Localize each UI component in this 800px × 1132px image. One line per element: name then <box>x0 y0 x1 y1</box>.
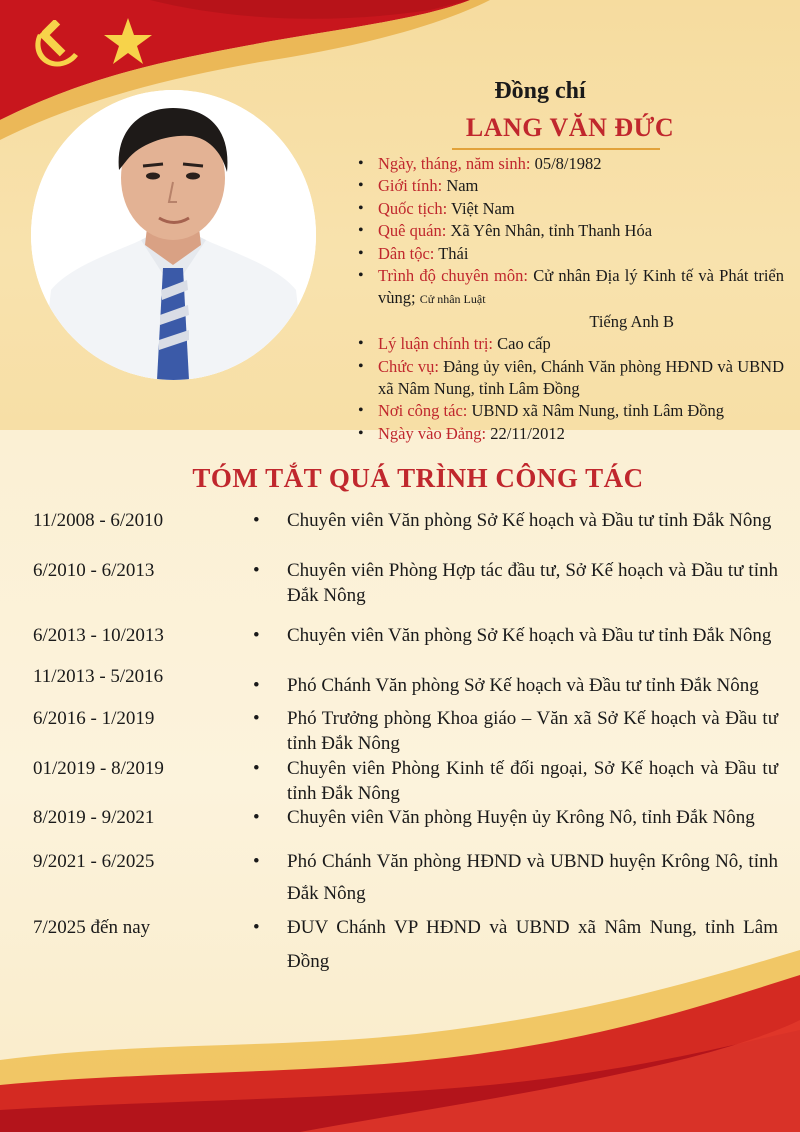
info-party-join-date <box>356 423 784 445</box>
career-section-title: TÓM TẮT QUÁ TRÌNH CÔNG TÁC <box>192 463 644 493</box>
info-hometown <box>356 220 784 242</box>
bullet-icon: • <box>253 560 260 581</box>
career-description: Chuyên viên Văn phòng Sở Kế hoạch và Đầu tư tỉnh Đắk Nông <box>287 510 772 531</box>
info-label: Ngày vào Đảng: <box>378 423 487 443</box>
info-value: Cao cấp <box>497 334 551 354</box>
info-value: UBND xã Nâm Nung, tỉnh Lâm Đồng <box>471 401 725 421</box>
bullet-icon: • <box>253 675 260 696</box>
career-period: 6/2010 - 6/2013 <box>33 560 155 581</box>
info-label: Ngày, tháng, năm sinh: <box>378 154 531 173</box>
info-value: Cử nhân Địa lý Kinh tế và Phát triển vùng; <box>378 266 784 308</box>
info-birthdate <box>356 153 784 175</box>
career-period: 11/2013 - 5/2016 <box>33 666 164 687</box>
career-period: 6/2013 - 10/2013 <box>33 625 164 646</box>
info-ethnicity <box>356 243 784 265</box>
profile-info-list <box>356 153 784 445</box>
bullet-icon: • <box>253 625 260 646</box>
career-period: 8/2019 - 9/2021 <box>33 807 155 828</box>
info-workplace <box>356 400 784 422</box>
career-description: Phó Trưởng phòng Khoa giáo – Văn xã Sở Kế hoạch và Đầu tư tỉnh Đắk Nông <box>287 708 778 754</box>
info-gender <box>356 175 784 197</box>
info-value: Đảng ủy viên, Chánh Văn phòng HĐND và UBND xã Nâm Nung, tỉnh Lâm Đồng <box>378 356 785 399</box>
career-period: 01/2019 - 8/2019 <box>33 758 164 779</box>
info-label: Lý luận chính trị: <box>378 334 494 354</box>
info-label: Quê quán: <box>378 221 447 241</box>
info-label: Dân tộc: <box>378 243 435 263</box>
bullet-icon: • <box>253 917 260 938</box>
career-period: 6/2016 - 1/2019 <box>33 708 155 729</box>
honorific-title: Đồng chí <box>494 78 586 104</box>
bullet-icon: • <box>253 758 260 779</box>
career-description: Chuyên viên Văn phòng Sở Kế hoạch và Đầu tư tỉnh Đắk Nông <box>287 625 772 646</box>
info-value: Xã Yên Nhân, tỉnh Thanh Hóa <box>450 221 653 241</box>
star-icon <box>103 16 153 66</box>
career-description: Chuyên viên Văn phòng Huyện ủy Krông Nô, tỉnh Đắk Nông <box>287 807 755 828</box>
info-label: Quốc tịch: <box>378 198 448 218</box>
info-label: Giới tính: <box>378 176 443 196</box>
career-description: ĐUV Chánh VP HĐND và UBND xã Nâm Nung, tỉnh Lâm Đồng <box>287 917 778 972</box>
hammer-sickle-icon <box>28 20 88 72</box>
bullet-icon: • <box>253 510 260 531</box>
info-label: Chức vụ: <box>378 356 439 376</box>
info-label: Trình độ chuyên môn: <box>378 266 528 286</box>
info-value-extra: Tiếng Anh B <box>589 311 674 331</box>
info-value: Thái <box>438 243 469 263</box>
info-value-small: Cử nhân Luật <box>419 292 486 307</box>
info-political-theory <box>356 333 784 355</box>
info-nationality <box>356 198 784 220</box>
person-avatar <box>31 90 316 380</box>
career-description: Chuyên viên Phòng Hợp tác đầu tư, Sở Kế hoạch và Đầu tư tỉnh Đắk Nông <box>287 560 778 606</box>
career-description: Chuyên viên Phòng Kinh tế đối ngoại, Sở Kế hoạch và Đầu tư tỉnh Đắk Nông <box>287 758 778 804</box>
bullet-icon: • <box>253 708 260 729</box>
career-period: 7/2025 đến nay <box>33 917 151 938</box>
career-period: 9/2021 - 6/2025 <box>33 851 155 872</box>
career-description: Phó Chánh Văn phòng HĐND và UBND huyện Krông Nô, tỉnh Đắk Nông <box>287 851 778 904</box>
info-value: Việt Nam <box>451 198 515 218</box>
portrait-photo <box>31 90 316 380</box>
info-value: 05/8/1982 <box>534 154 602 173</box>
bullet-icon: • <box>253 807 260 828</box>
info-value: Nam <box>446 176 479 196</box>
info-value: 22/11/2012 <box>490 423 565 443</box>
info-label: Nơi công tác: <box>378 401 468 421</box>
career-description: Phó Chánh Văn phòng Sở Kế hoạch và Đầu tư tỉnh Đắk Nông <box>287 675 759 696</box>
bullet-icon: • <box>253 851 260 872</box>
info-qualification <box>356 265 784 333</box>
career-period: 11/2008 - 6/2010 <box>33 510 164 531</box>
name-underline <box>452 148 660 150</box>
person-name: LANG VĂN ĐỨC <box>465 113 675 142</box>
info-position <box>356 356 784 401</box>
